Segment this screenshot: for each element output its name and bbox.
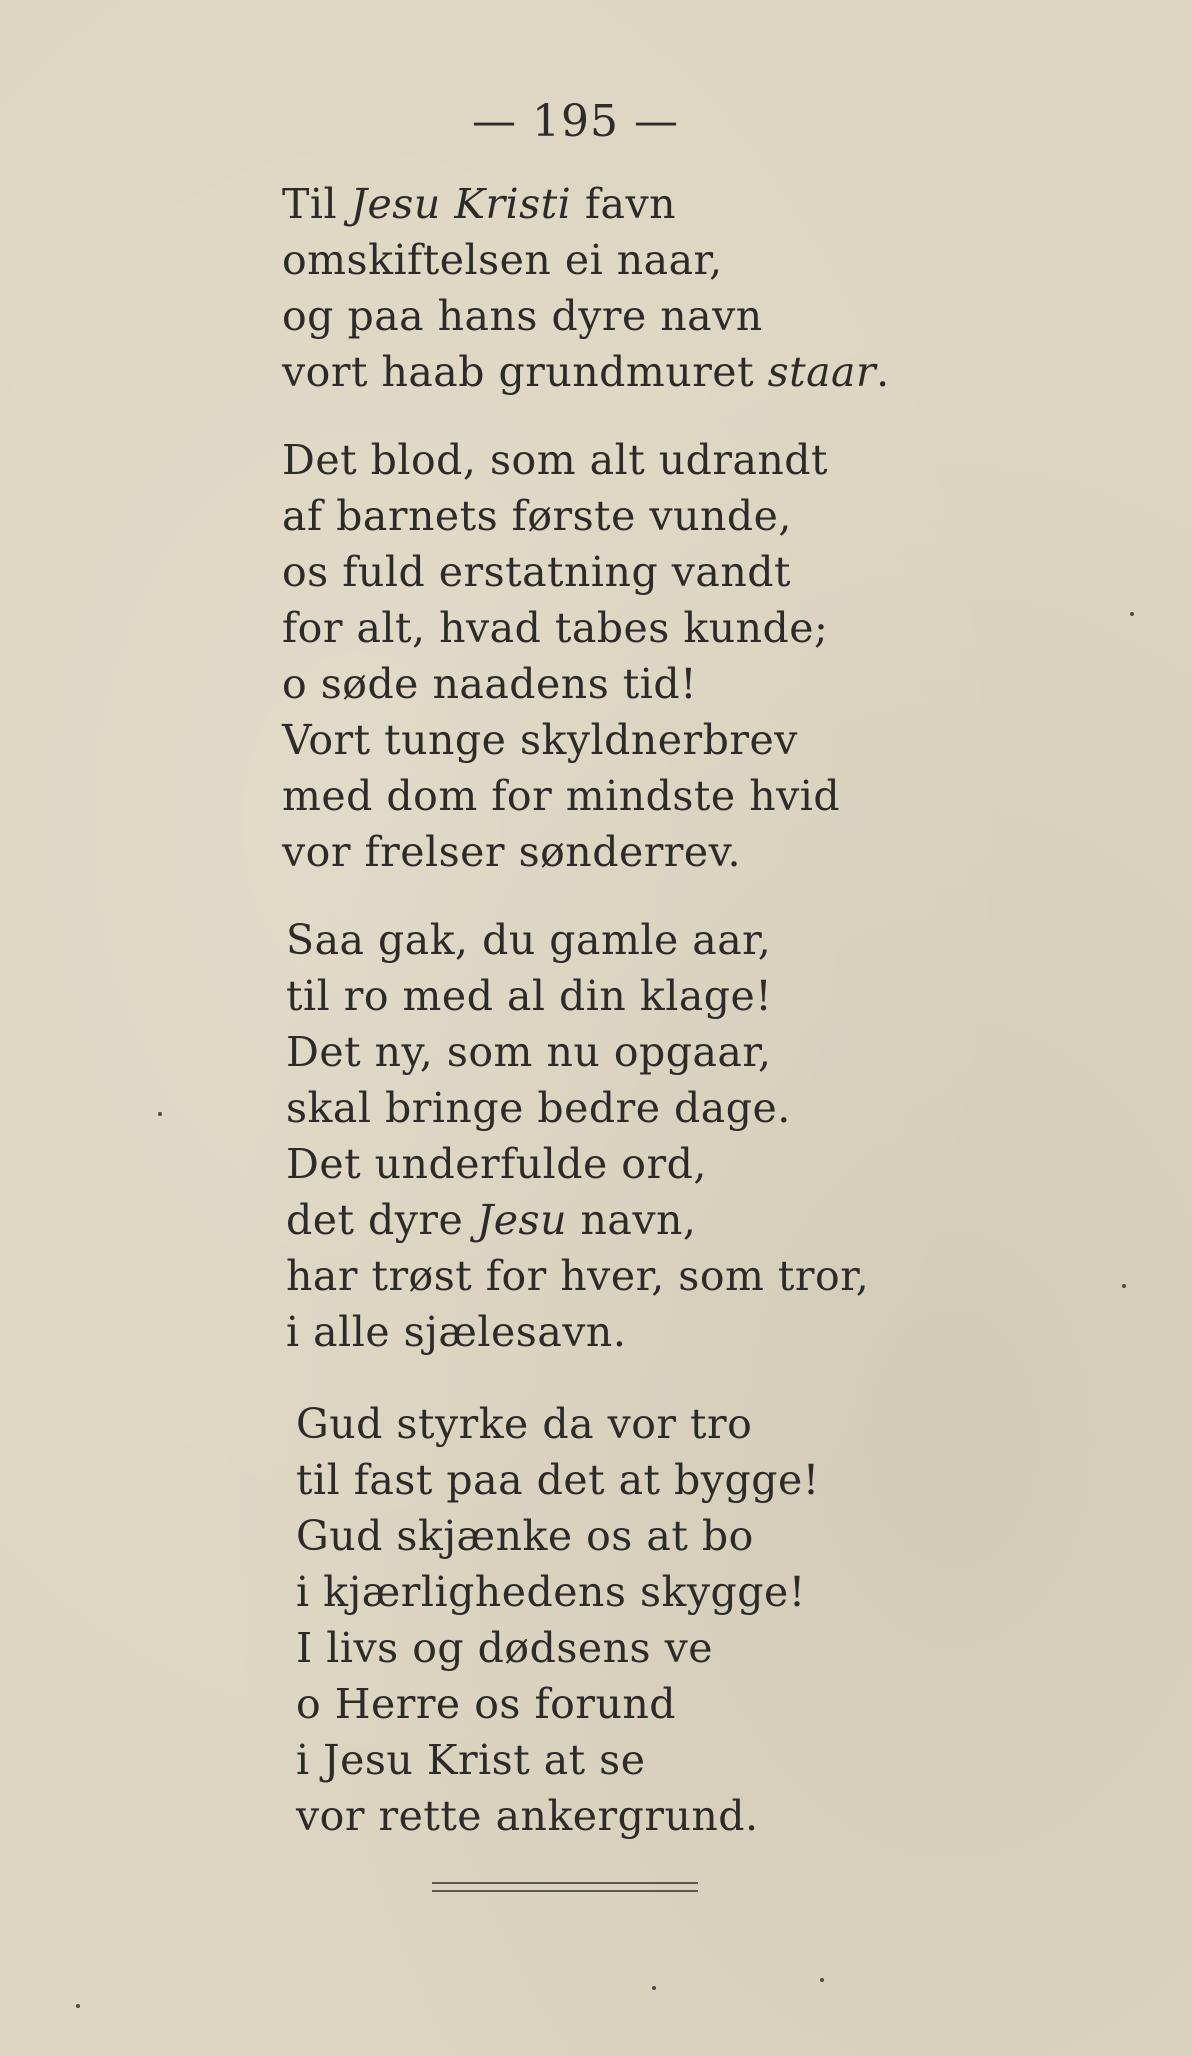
verse-line: og paa hans dyre navn (282, 292, 763, 340)
verse-line: har trøst for hver, som tror, (286, 1252, 870, 1300)
stanza-4 (296, 1396, 820, 1844)
end-rule-bottom (432, 1890, 698, 1892)
verse-line: vor rette ankergrund. (296, 1792, 759, 1840)
stanza-3 (286, 912, 869, 1360)
page-number: — 195 — (472, 96, 679, 147)
verse-line: med dom for mindste hvid (282, 772, 841, 820)
verse-line: i alle sjælesavn. (286, 1308, 627, 1356)
verse-line: i kjærlighedens skygge! (296, 1568, 806, 1616)
verse-line: vort haab grundmuret staar. (282, 348, 890, 396)
verse-line: omskiftelsen ei naar, (282, 236, 723, 284)
verse-line: til fast paa det at bygge! (296, 1456, 820, 1504)
italic-name-kristi: Kristi (454, 180, 572, 228)
verse-line: vor frelser sønderrev. (282, 828, 741, 876)
verse-line: Saa gak, du gamle aar, (286, 916, 772, 964)
italic-name-jesu: Jesu (350, 180, 441, 228)
verse-line: i Jesu Krist at se (296, 1736, 646, 1784)
verse-line: det dyre Jesu navn, (286, 1196, 697, 1244)
paper-speck (1122, 1284, 1126, 1288)
verse-line: skal bringe bedre dage. (286, 1084, 791, 1132)
italic-word-staar: staar (767, 348, 877, 396)
verse-line: Det ny, som nu opgaar, (286, 1028, 772, 1076)
italic-name-jesu: Jesu (476, 1196, 567, 1244)
verse-line: Det underfulde ord, (286, 1140, 707, 1188)
verse-line: Til Jesu Kristi favn (282, 180, 677, 228)
paper-speck (158, 1112, 162, 1116)
paper-speck (652, 1986, 656, 1990)
end-rule-top (432, 1882, 698, 1884)
stanza-2 (282, 432, 840, 880)
stanza-1 (282, 176, 890, 400)
verse-line: o søde naadens tid! (282, 660, 698, 708)
verse-line: Det blod, som alt udrandt (282, 436, 829, 484)
paper-speck (1130, 612, 1134, 616)
verse-line: os fuld erstatning vandt (282, 548, 791, 596)
verse-line: for alt, hvad tabes kunde; (282, 604, 829, 652)
verse-line: til ro med al din klage! (286, 972, 773, 1020)
verse-line: Vort tunge skyldnerbrev (282, 716, 798, 764)
paper-speck (820, 1978, 824, 1982)
verse-line: Gud skjænke os at bo (296, 1512, 754, 1560)
verse-line: af barnets første vunde, (282, 492, 792, 540)
paper-speck (76, 2004, 80, 2008)
verse-line: Gud styrke da vor tro (296, 1400, 753, 1448)
verse-line: I livs og dødsens ve (296, 1624, 714, 1672)
verse-line: o Herre os forund (296, 1680, 677, 1728)
